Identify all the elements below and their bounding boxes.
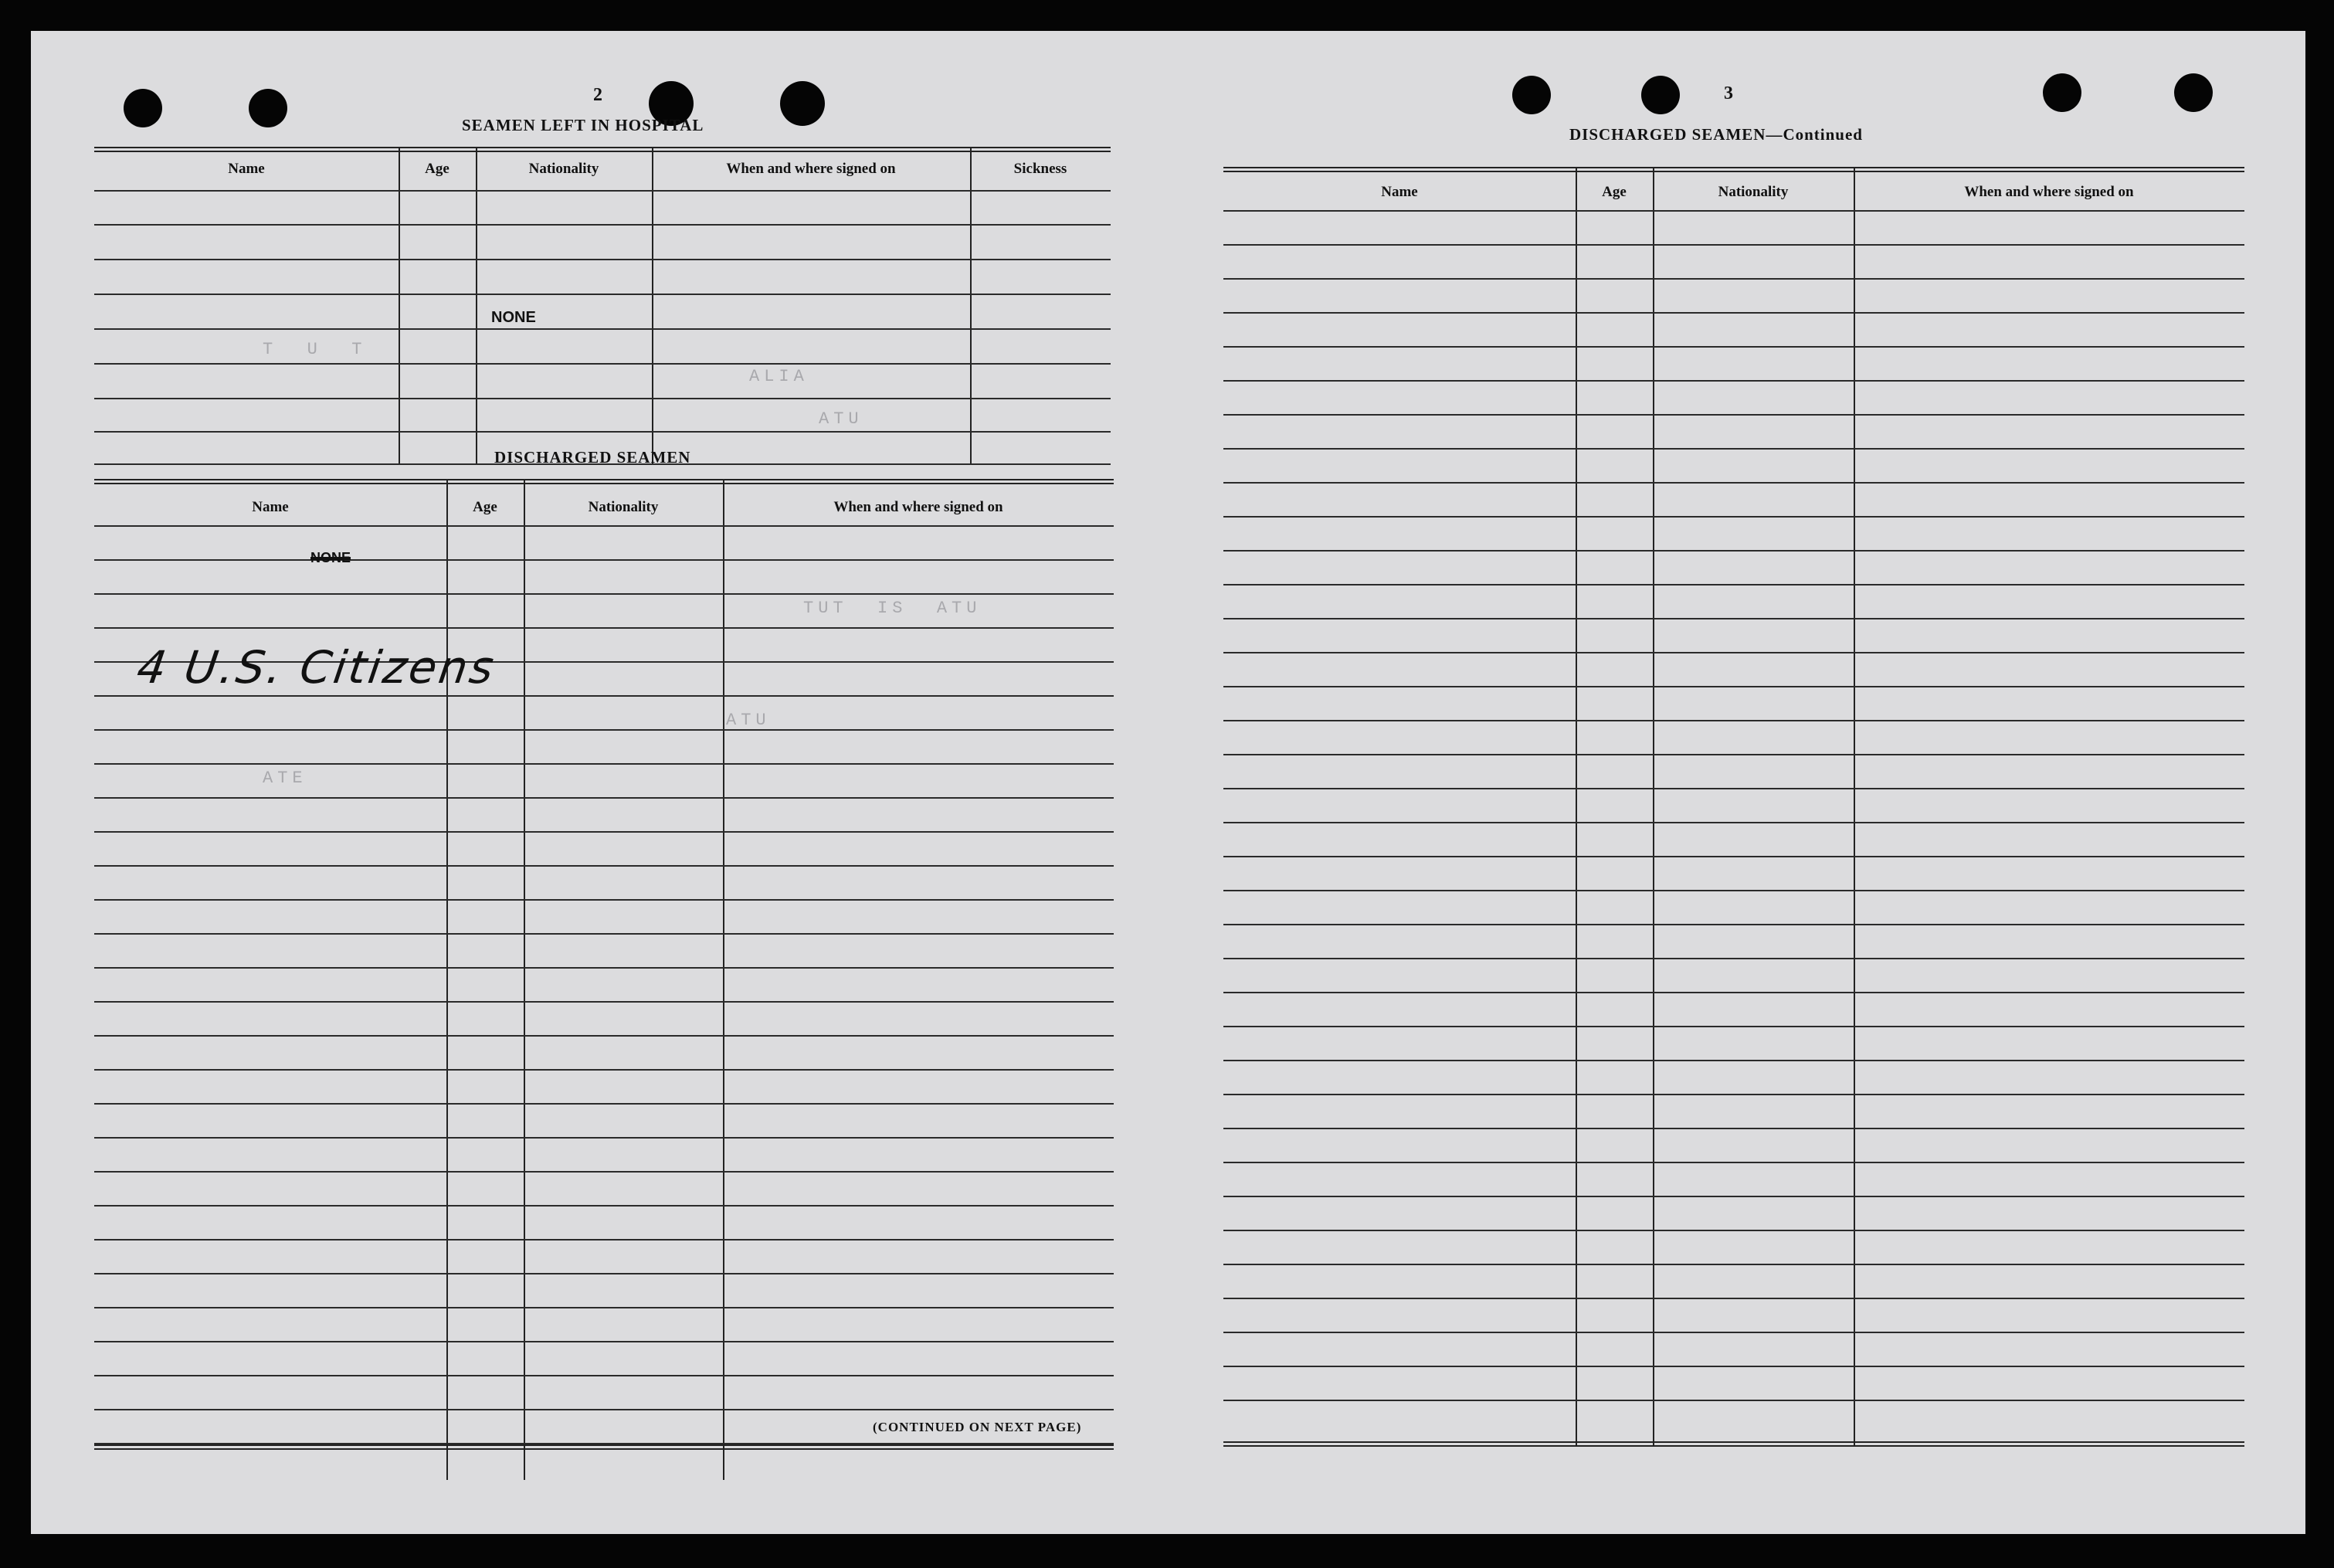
row-rule — [94, 1239, 1114, 1240]
row-rule — [1223, 890, 2244, 891]
punch-hole — [2174, 73, 2213, 112]
column-divider — [524, 479, 525, 1480]
row-rule — [1223, 686, 2244, 687]
row-rule — [94, 1341, 1114, 1342]
row-rule — [94, 831, 1114, 833]
row-rule — [1223, 380, 2244, 382]
row-rule — [94, 1103, 1114, 1105]
bleed-through-mark: ATU — [819, 409, 863, 429]
row-rule — [94, 933, 1114, 935]
row-rule — [94, 729, 1114, 731]
table-top-rule — [94, 479, 1114, 484]
row-rule — [94, 431, 1111, 433]
row-rule — [94, 1205, 1114, 1207]
row-rule — [1223, 1094, 2244, 1095]
row-rule — [94, 899, 1114, 901]
row-rule — [1223, 346, 2244, 348]
row-rule — [1223, 720, 2244, 721]
handwritten-note: 4 U.S. Citizens — [134, 641, 500, 694]
row-rule — [94, 190, 1111, 192]
column-header: Sickness — [1013, 161, 1067, 177]
row-rule — [1223, 1026, 2244, 1027]
discharged-table-left — [94, 479, 1114, 1480]
row-rule — [94, 695, 1114, 697]
column-header: Age — [1602, 184, 1627, 200]
row-rule — [94, 593, 1114, 595]
row-rule — [1223, 1128, 2244, 1129]
punch-hole — [249, 89, 287, 127]
punch-hole — [780, 81, 825, 126]
row-rule — [94, 224, 1111, 226]
page-number: 3 — [1724, 83, 1733, 104]
column-header: When and where signed on — [726, 161, 896, 177]
column-divider — [446, 479, 448, 1480]
row-rule — [94, 763, 1114, 765]
row-rule — [1223, 924, 2244, 925]
row-rule — [1223, 856, 2244, 857]
table-top-rule — [1223, 167, 2244, 172]
punch-hole — [1641, 76, 1680, 114]
row-rule — [1223, 482, 2244, 484]
column-divider — [1653, 167, 1654, 1446]
column-divider — [476, 147, 477, 465]
row-rule — [1223, 1400, 2244, 1401]
column-header: When and where signed on — [833, 499, 1003, 515]
column-header: Nationality — [588, 499, 659, 515]
row-rule — [1223, 516, 2244, 518]
row-rule — [1223, 1162, 2244, 1163]
table-top-rule — [94, 147, 1111, 152]
discharged-table-right — [1223, 167, 2244, 1449]
bleed-through-mark: T U T — [263, 340, 367, 359]
column-header: Nationality — [1718, 184, 1789, 200]
document-sheet — [31, 31, 2305, 1534]
row-rule — [94, 294, 1111, 295]
column-divider — [399, 147, 400, 465]
row-rule — [1223, 550, 2244, 552]
row-rule — [94, 559, 1114, 561]
row-rule — [1223, 278, 2244, 280]
column-header: Name — [1381, 184, 1418, 200]
continued-footer: (CONTINUED ON NEXT PAGE) — [873, 1420, 1082, 1434]
row-rule — [1223, 788, 2244, 789]
bleed-through-mark: TUT IS ATU — [803, 599, 982, 618]
row-rule — [94, 1001, 1114, 1003]
row-rule — [94, 797, 1114, 799]
row-rule — [94, 967, 1114, 969]
row-rule — [94, 1375, 1114, 1376]
row-rule — [1223, 1230, 2244, 1231]
column-header: Nationality — [528, 161, 599, 177]
column-divider — [1854, 167, 1855, 1446]
row-rule — [1223, 652, 2244, 653]
row-rule — [94, 398, 1111, 399]
row-rule — [94, 865, 1114, 867]
row-rule — [94, 1171, 1114, 1173]
row-rule — [1223, 618, 2244, 619]
column-header: Age — [425, 161, 449, 177]
column-divider — [723, 479, 724, 1480]
hospital-table — [94, 147, 1111, 465]
punch-hole — [2043, 73, 2081, 112]
punch-hole — [124, 89, 162, 127]
bleed-through-mark: ATE — [263, 769, 307, 788]
row-rule — [94, 363, 1111, 365]
page-number: 2 — [593, 85, 602, 105]
column-divider — [1576, 167, 1577, 1446]
row-rule — [1223, 312, 2244, 314]
discharged-section-title: DISCHARGED SEAMEN — [494, 448, 691, 467]
row-rule — [94, 1307, 1114, 1308]
row-rule — [1223, 1332, 2244, 1333]
row-rule — [1223, 754, 2244, 755]
table-bottom-rule — [94, 1444, 1114, 1450]
row-rule — [94, 627, 1114, 629]
column-header: Name — [228, 161, 265, 177]
row-rule — [1223, 1264, 2244, 1265]
row-rule — [1223, 1196, 2244, 1197]
row-rule — [1223, 1060, 2244, 1061]
row-rule — [1223, 584, 2244, 585]
struck-none-stamp: NONE — [310, 550, 351, 565]
column-header: When and where signed on — [1964, 184, 2134, 200]
row-rule — [1223, 992, 2244, 993]
row-rule — [94, 1035, 1114, 1037]
column-header: Name — [252, 499, 289, 515]
row-rule — [94, 328, 1111, 330]
punch-hole — [1512, 76, 1551, 114]
bleed-through-mark: ALIA — [749, 367, 809, 386]
row-rule — [94, 1069, 1114, 1071]
row-rule — [1223, 414, 2244, 416]
row-rule — [94, 1273, 1114, 1274]
row-rule — [1223, 958, 2244, 959]
row-rule — [94, 259, 1111, 260]
hospital-section-title: SEAMEN LEFT IN HOSPITAL — [462, 116, 704, 134]
none-stamp: NONE — [491, 309, 536, 326]
row-rule — [94, 1137, 1114, 1139]
table-bottom-rule — [1223, 1441, 2244, 1447]
row-rule — [94, 1409, 1114, 1410]
row-rule — [1223, 210, 2244, 212]
bleed-through-mark: ATU — [726, 711, 771, 730]
row-rule — [1223, 822, 2244, 823]
row-rule — [1223, 1298, 2244, 1299]
column-divider — [652, 147, 653, 465]
row-rule — [94, 525, 1114, 527]
column-divider — [970, 147, 972, 465]
column-header: Age — [473, 499, 497, 515]
row-rule — [1223, 1366, 2244, 1367]
discharged-continued-title: DISCHARGED SEAMEN—Continued — [1569, 125, 1863, 144]
row-rule — [1223, 448, 2244, 450]
row-rule — [1223, 244, 2244, 246]
